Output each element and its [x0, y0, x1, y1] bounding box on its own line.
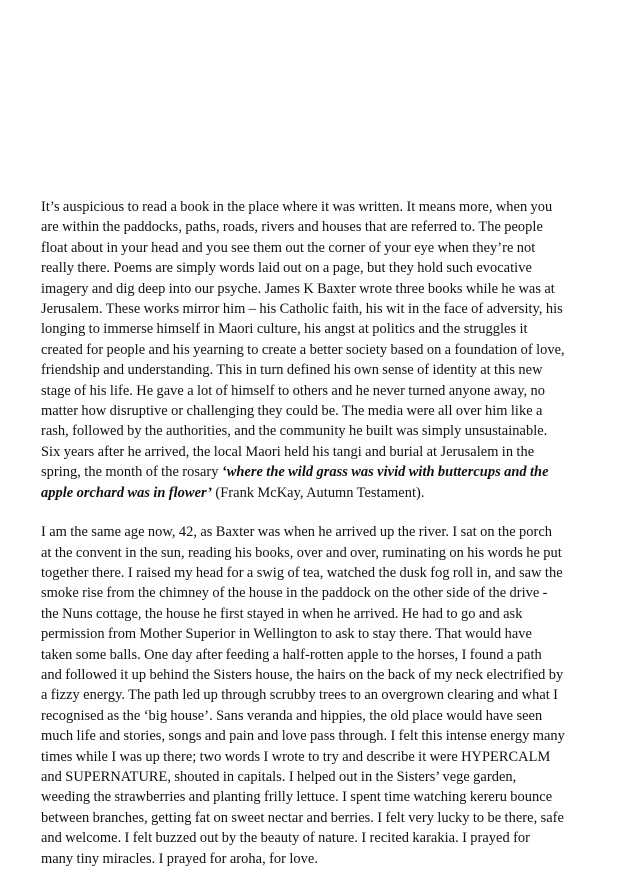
paragraph-1-text: It’s auspicious to read a book in the place where it was written. It means more, when you are within the paddocks, paths, roads, rivers and houses that are referred to. The people float about in your head and you see them out the corner of your eye when they’re not really there. Poems are simply words laid out on a page, but they hold such evocative imagery and dig deep into our psyche. James K Baxter wrote three books while he was at Jerusalem. These works mirror him – his Catholic faith, his wit in the face of adversity, his longing to immerse himself in Maori culture, his angst at politics and the struggles it created for people and his yearning to create a better society based on a foundation of love, friendship and understanding. This in turn defined his own sense of identity at this new stage of his life. He gave a lot of himself to others and he never turned anyone away, no matter how disruptive or challenging they could be. The media were all over him like a rash, followed by the authorities, and the community he built was simply unsustainable. Six years after he arrived, the local Maori held his tangi and burial at Jerusalem in the spring, the month of the rosary [41, 199, 565, 481]
document-page [41, 197, 565, 869]
paragraph-2: I am the same age now, 42, as Baxter was when he arrived up the river. I sat on the porch at the convent in the sun, reading his books, over and over, ruminating on his words he put together there. I raised my head for a swig of tea, watched the dusk fog roll in, and saw the smoke rise from the chimney of the house in the paddock on the other side of the drive - the Nuns cottage, the house he first stayed in when he arrived. He had to go and ask permission from Mother Superior in Wellington to ask to stay there. That would have taken some balls. One day after feeding a half-rotten apple to the horses, I found a path and followed it up behind the Sisters house, the hairs on the back of my neck electrified by a fizzy energy. The path led up through scrubby trees to an overgrown clearing and what I recognised as the ‘big house’. Sans veranda and hippies, the old place would have seen much life and stories, songs and pain and love pass through. I felt this intense energy many times while I was up there; two words I wrote to try and describe it were HYPERCALM and SUPERNATURE, shouted in capitals. I helped out in the Sisters’ vege garden, weeding the strawberries and planting frilly lettuce. I spent time watching kereru bounce between branches, getting fat on sweet nectar and berries. I felt very lucky to be there, safe and welcome. I felt buzzed out by the beauty of nature. I recited karakia. I prayed for many tiny miracles. I prayed for aroha, for love. [41, 524, 565, 867]
paragraph-1 [41, 197, 565, 503]
autumn-testament-quote: ‘where the wild grass was vivid with buttercups and the apple orchard was in flower’ [41, 464, 549, 501]
quote-citation: (Frank McKay, Autumn Testament). [212, 484, 425, 501]
